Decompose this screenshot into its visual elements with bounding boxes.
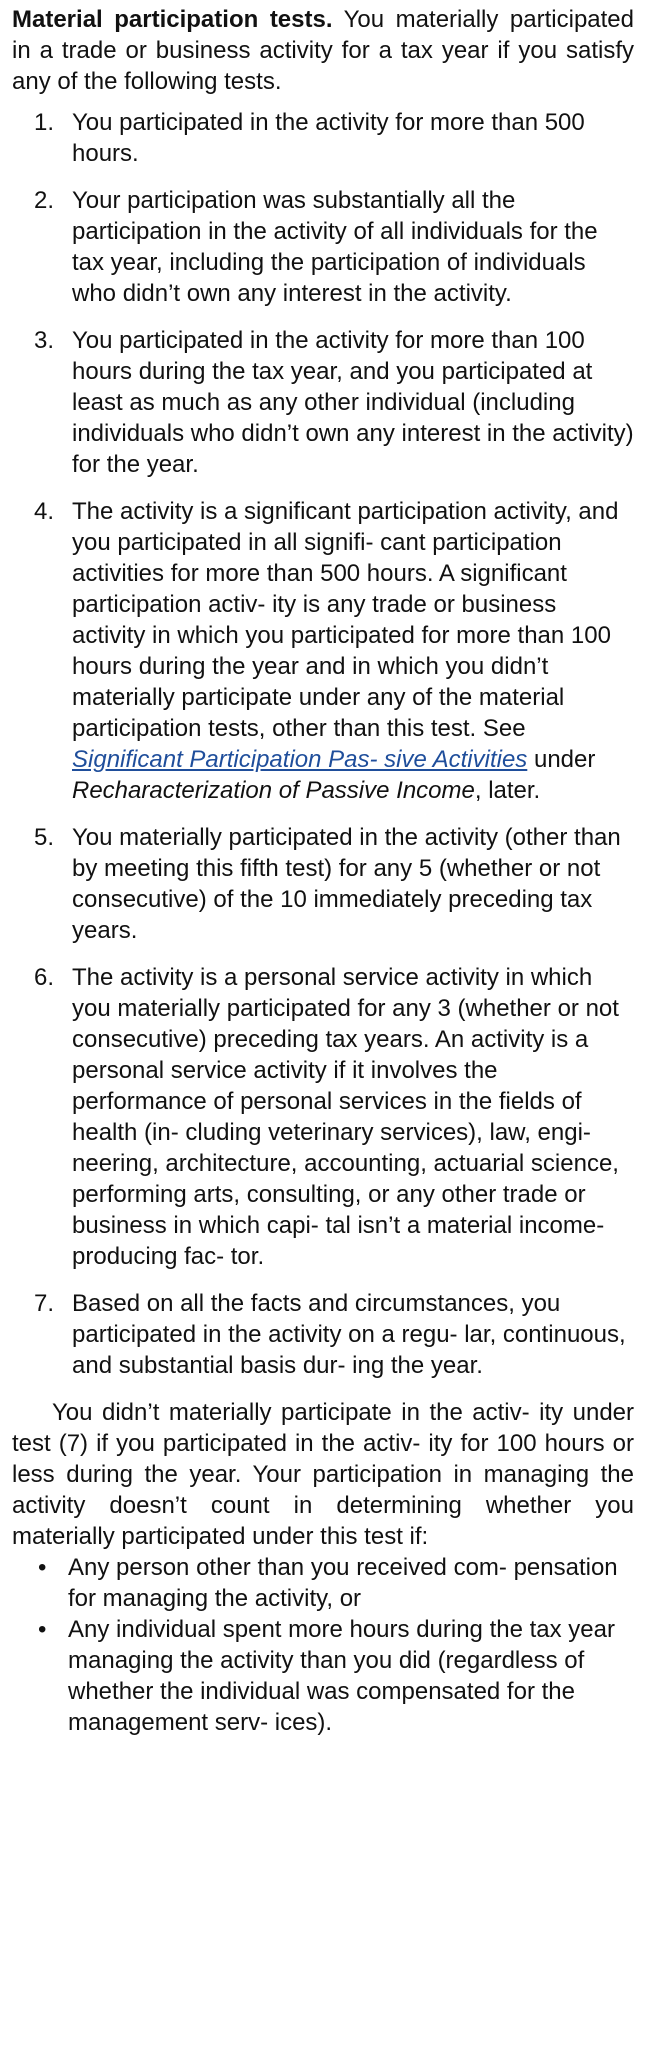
test-item-6	[12, 962, 634, 1272]
test-item-5	[12, 822, 634, 946]
test-text: The activity is a significant participation activity, and you participated in all signifi- cant participation activities for more than 500 hours. A significant participation activ- ity is any trade or business activity in which you participated for more than 100 hours during the year and in which you didn’t materially participate under any of the material participation tests, other than this test. See	[72, 498, 619, 742]
material-participation-tests-list	[12, 107, 634, 1381]
test-number: 3.	[34, 327, 55, 354]
intro-paragraph	[12, 4, 634, 97]
section-heading: Material participation tests.	[12, 6, 333, 33]
significant-participation-link[interactable]: Significant Participation Pas- sive Activities	[72, 746, 528, 773]
test-number: 4.	[34, 498, 55, 525]
test-text: Your participation was substantially all the participation in the activity of all individuals for the tax year, including the participation of individuals who didn’t own any interest in the activity.	[72, 187, 598, 307]
test-item-3	[12, 325, 634, 480]
test-text: You materially participated in the activity (other than by meeting this fifth test) for any 5 (whether or not consecutive) of the 10 immediately preceding tax years.	[72, 824, 621, 944]
italic-reference: Recharacterization of Passive Income	[72, 777, 475, 804]
test-text-ending: , later.	[474, 777, 541, 804]
test-number: 7.	[34, 1290, 55, 1317]
test-item-2	[12, 185, 634, 309]
test-text: The activity is a personal service activity in which you materially participated for any 3 (whether or not consecutive) preceding tax years. An activity is a personal service activity if it involves the performance of personal services in the fields of health (in- cluding veterinary services), law, engi- neering, architecture, accounting, actuarial science, performing arts, consulting, or any other trade or business in which capi- tal isn’t a material income-producing fac- tor.	[72, 964, 619, 1270]
bullet-icon: •	[38, 1554, 47, 1581]
test-text-after-link: under	[527, 746, 596, 773]
test-item-4	[12, 496, 634, 806]
bullet-icon: •	[38, 1616, 47, 1643]
bullet-text: Any person other than you received com- pensation for managing the activity, or	[68, 1554, 618, 1612]
management-bullet-list	[12, 1552, 634, 1738]
test-number: 1.	[34, 109, 55, 136]
test-number: 5.	[34, 824, 55, 851]
bullet-text: Any individual spent more hours during the tax year managing the activity than you did (regardless of whether the individual was compensated for the management serv- ices).	[68, 1616, 615, 1736]
intro-text: You materially participated in a trade or business activity for a tax year if you satisfy any of the following tests.	[12, 6, 634, 95]
bullet-item	[12, 1614, 634, 1738]
test-number: 2.	[34, 187, 55, 214]
test-text: You participated in the activity for more than 100 hours during the tax year, and you participated at least as much as any other individual (including individuals who didn’t own any interest in the activity) for the year.	[72, 327, 634, 478]
test-item-7	[12, 1288, 634, 1381]
closing-paragraph: You didn’t materially participate in the activ- ity under test (7) if you participated in the activ- ity for 100 hours or less during the year. Your participation in managing the activity doesn’t count in determining whether you materially participated under this test if:	[12, 1399, 634, 1550]
test-text: You participated in the activity for more than 500 hours.	[72, 109, 585, 167]
test-number: 6.	[34, 964, 55, 991]
test-text: Based on all the facts and circumstances, you participated in the activity on a regu- lar, continuous, and substantial basis dur- ing the year.	[72, 1290, 626, 1379]
bullet-item	[12, 1552, 634, 1614]
test-item-1	[12, 107, 634, 169]
